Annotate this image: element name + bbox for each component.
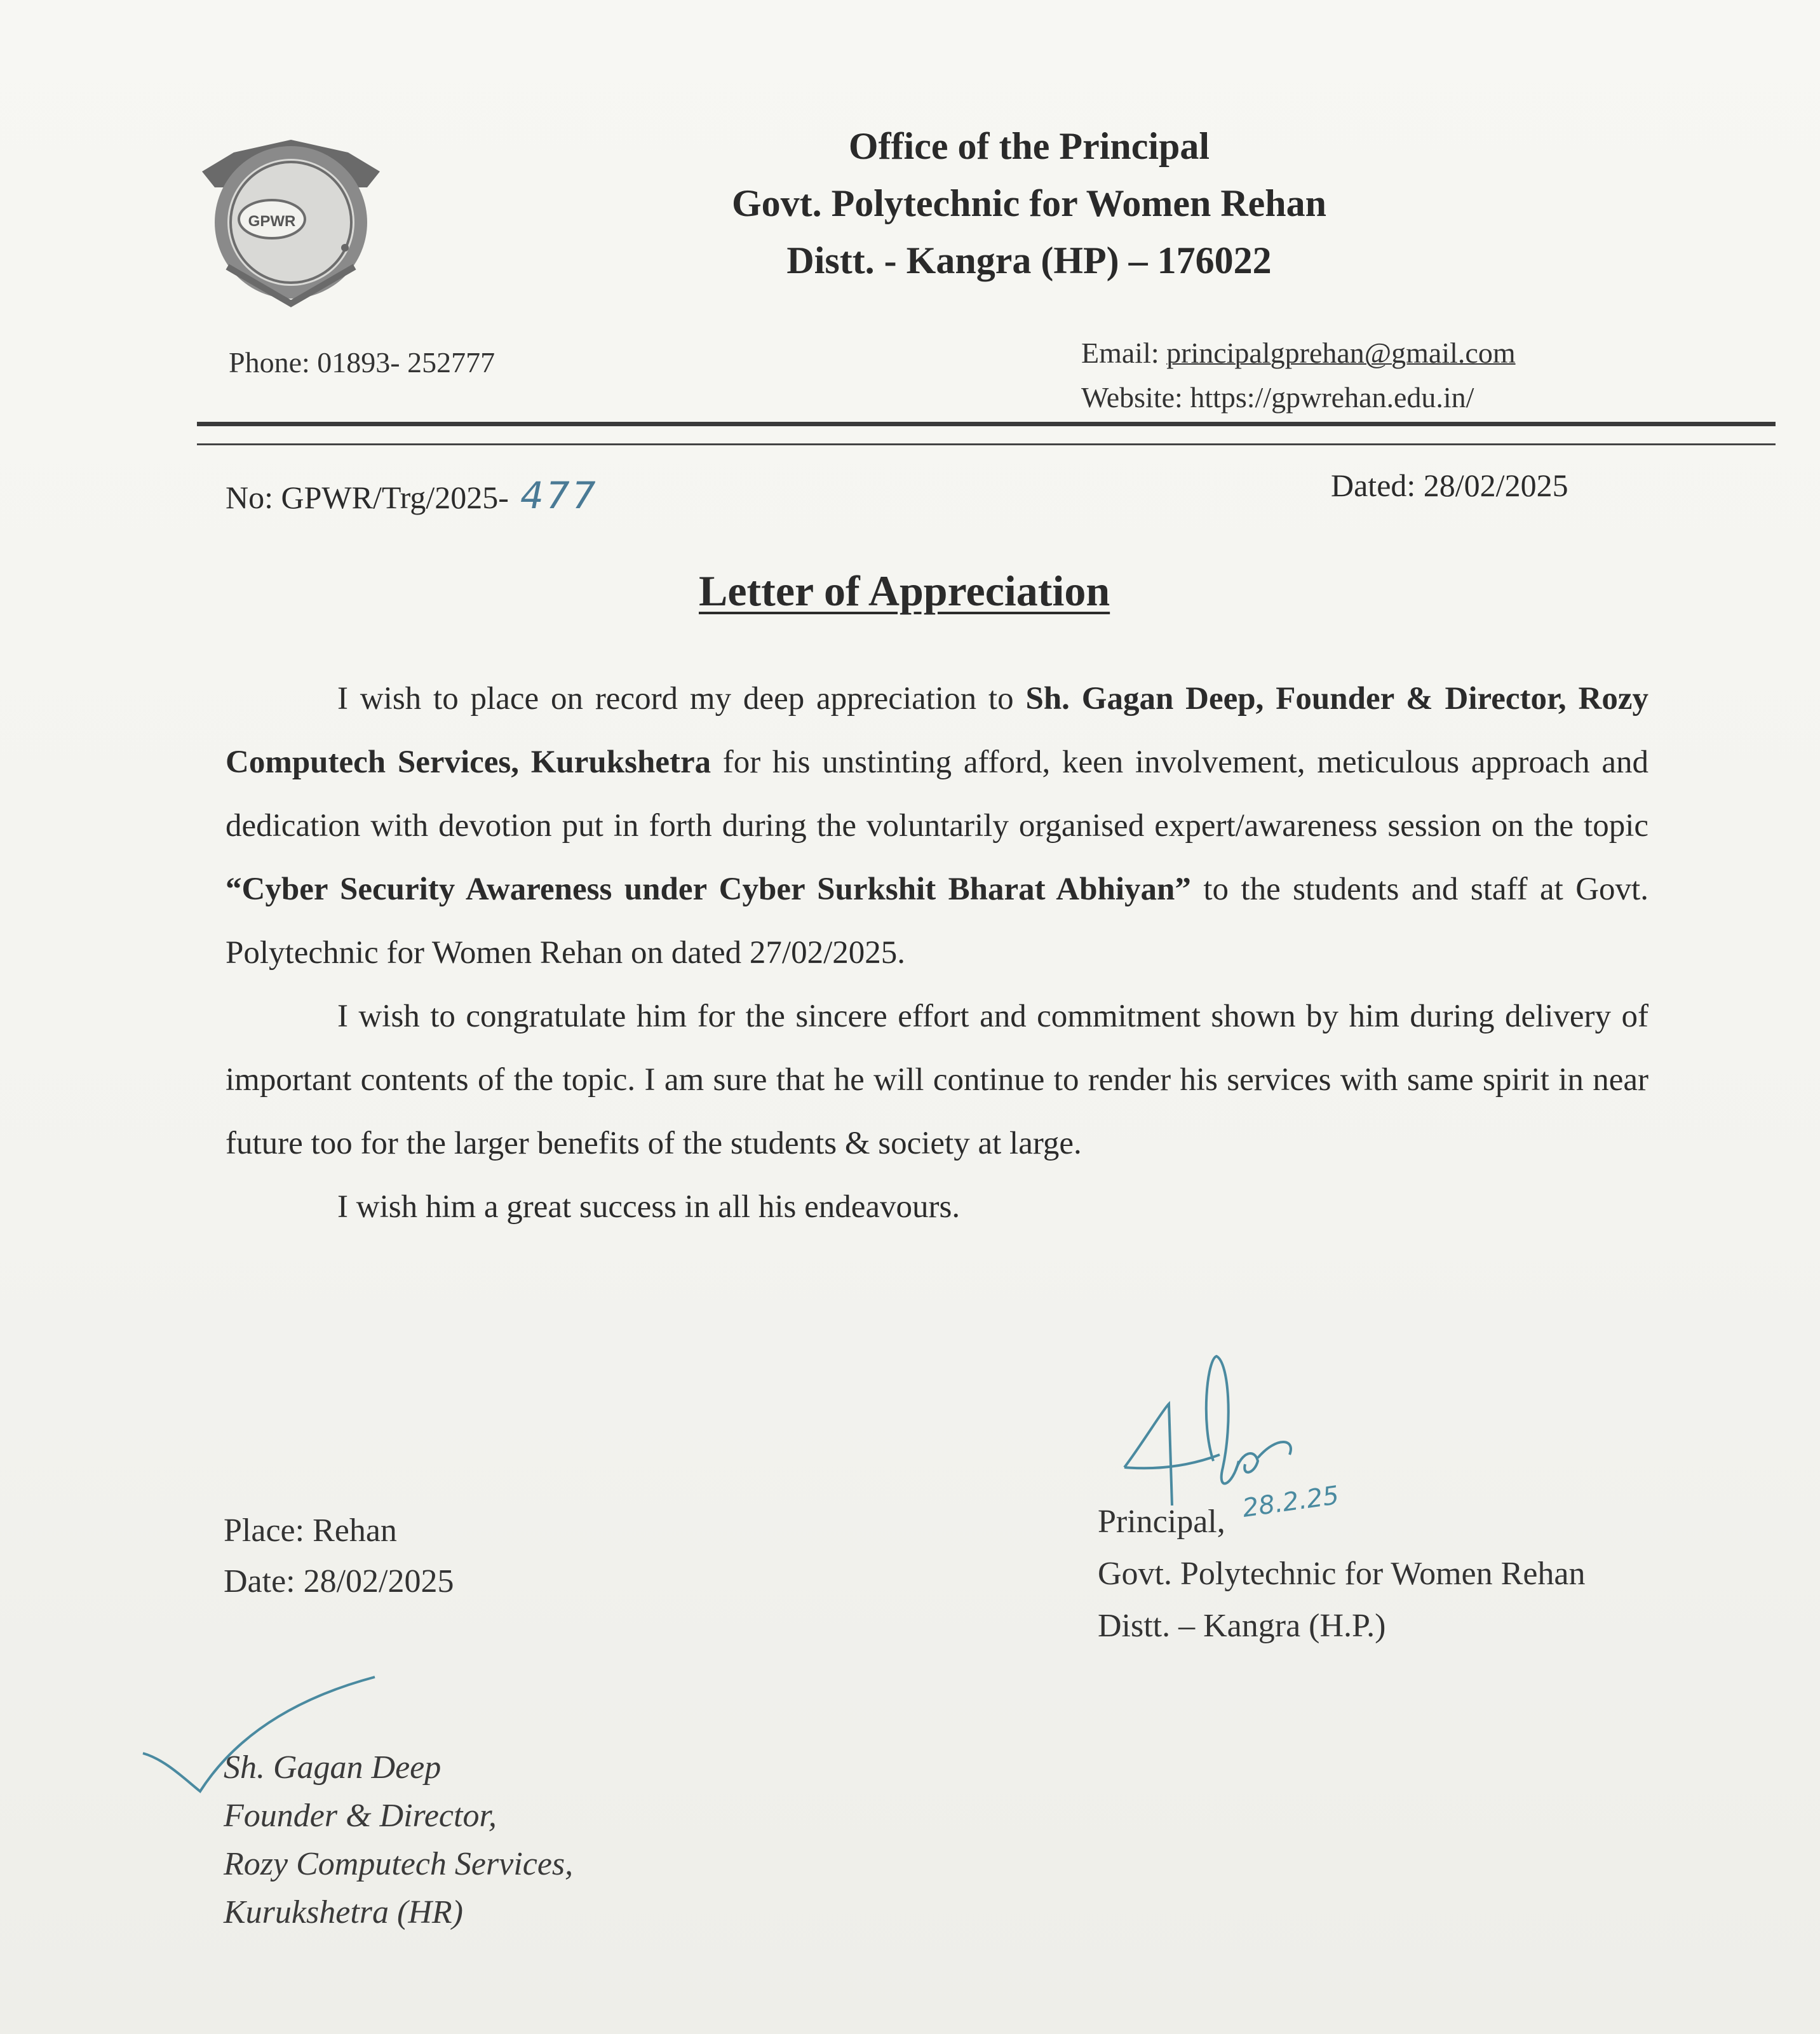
p1-recipient-bold: Sh. Gagan Deep, Founder & Director, Rozy Computech Services, Kurukshetra [226,681,1648,780]
p1-topic-bold: “Cyber Security Awareness under Cyber Surkshit Bharat Abhiyan” [226,872,1191,907]
website-link[interactable]: https://gpwrehan.edu.in/ [1190,381,1474,414]
place-line [224,1505,454,1556]
office-title: Office of the Principal [848,125,1210,167]
header-divider-thin [197,443,1776,445]
email-link[interactable]: principalgprehan@gmail.com [1166,337,1516,369]
website-label: Website: [1081,381,1183,414]
recipient-location: Kurukshetra (HR) [224,1894,463,1930]
place-date-block [224,1505,454,1607]
place-value: Rehan [313,1512,397,1549]
header-divider [197,422,1776,426]
reference-label: No: GPWR/Trg/2025- [226,480,509,515]
institute-address: Distt. - Kangra (HP) – 176022 [786,239,1272,281]
date-label: Date: [224,1563,295,1600]
letter-title: Letter of Appreciation [699,567,1110,615]
principal-org: Govt. Polytechnic for Women Rehan [1098,1556,1586,1592]
paragraph-2: I wish to congratulate him for the sincere effort and commitment shown by him during delivery of important contents of the topic. I am sure that he will continue to render his services with same spirit in near future too for the larger benefits of the students & society at large. [226,999,1648,1161]
p1-text-c: to the students and staff at Govt. Polytechnic for Women Rehan on dated 27/02/2025. [226,872,1648,971]
website-line [1081,375,1474,421]
phone-number: 01893- 252777 [317,346,495,379]
recipient-name: Sh. Gagan Deep [224,1749,442,1786]
recipient-block [224,1744,573,1937]
dated-value: 28/02/2025 [1423,468,1568,503]
email-label: Email: [1081,337,1159,369]
place-label: Place: [224,1512,305,1549]
p1-text-a: I wish to place on record my deep appreciation to [337,681,1026,717]
principal-district: Distt. – Kangra (H.P.) [1098,1608,1386,1644]
institute-name: Govt. Polytechnic for Women Rehan [731,182,1327,224]
institute-logo [189,127,393,311]
date-value: 28/02/2025 [303,1563,454,1600]
dated-line [1331,460,1568,511]
dated-label: Dated: [1331,468,1416,503]
phone-label: Phone: [229,346,310,379]
recipient-company: Rozy Computech Services, [224,1846,574,1882]
paragraph-3: I wish him a great success in all his endeavours. [337,1189,961,1225]
principal-title: Principal, [1098,1504,1225,1540]
reference-number [226,470,598,523]
recipient-designation: Founder & Director, [224,1798,497,1834]
letter-body [226,667,1648,1239]
logo-text: GPWR [248,213,296,230]
reference-handwritten-number: 477 [520,474,598,517]
p1-text-b: for his unstinting afford, keen involvement, meticulous approach and dedication with devotion put in forth during the voluntarily organised expert/awareness session on the topic [226,744,1648,844]
phone-line [229,340,495,386]
principal-block [1098,1496,1585,1652]
date-line [224,1556,454,1607]
email-line [1081,330,1516,376]
paragraph-1 [226,667,1648,985]
signature-date: 28.2.25 [1240,1481,1341,1523]
